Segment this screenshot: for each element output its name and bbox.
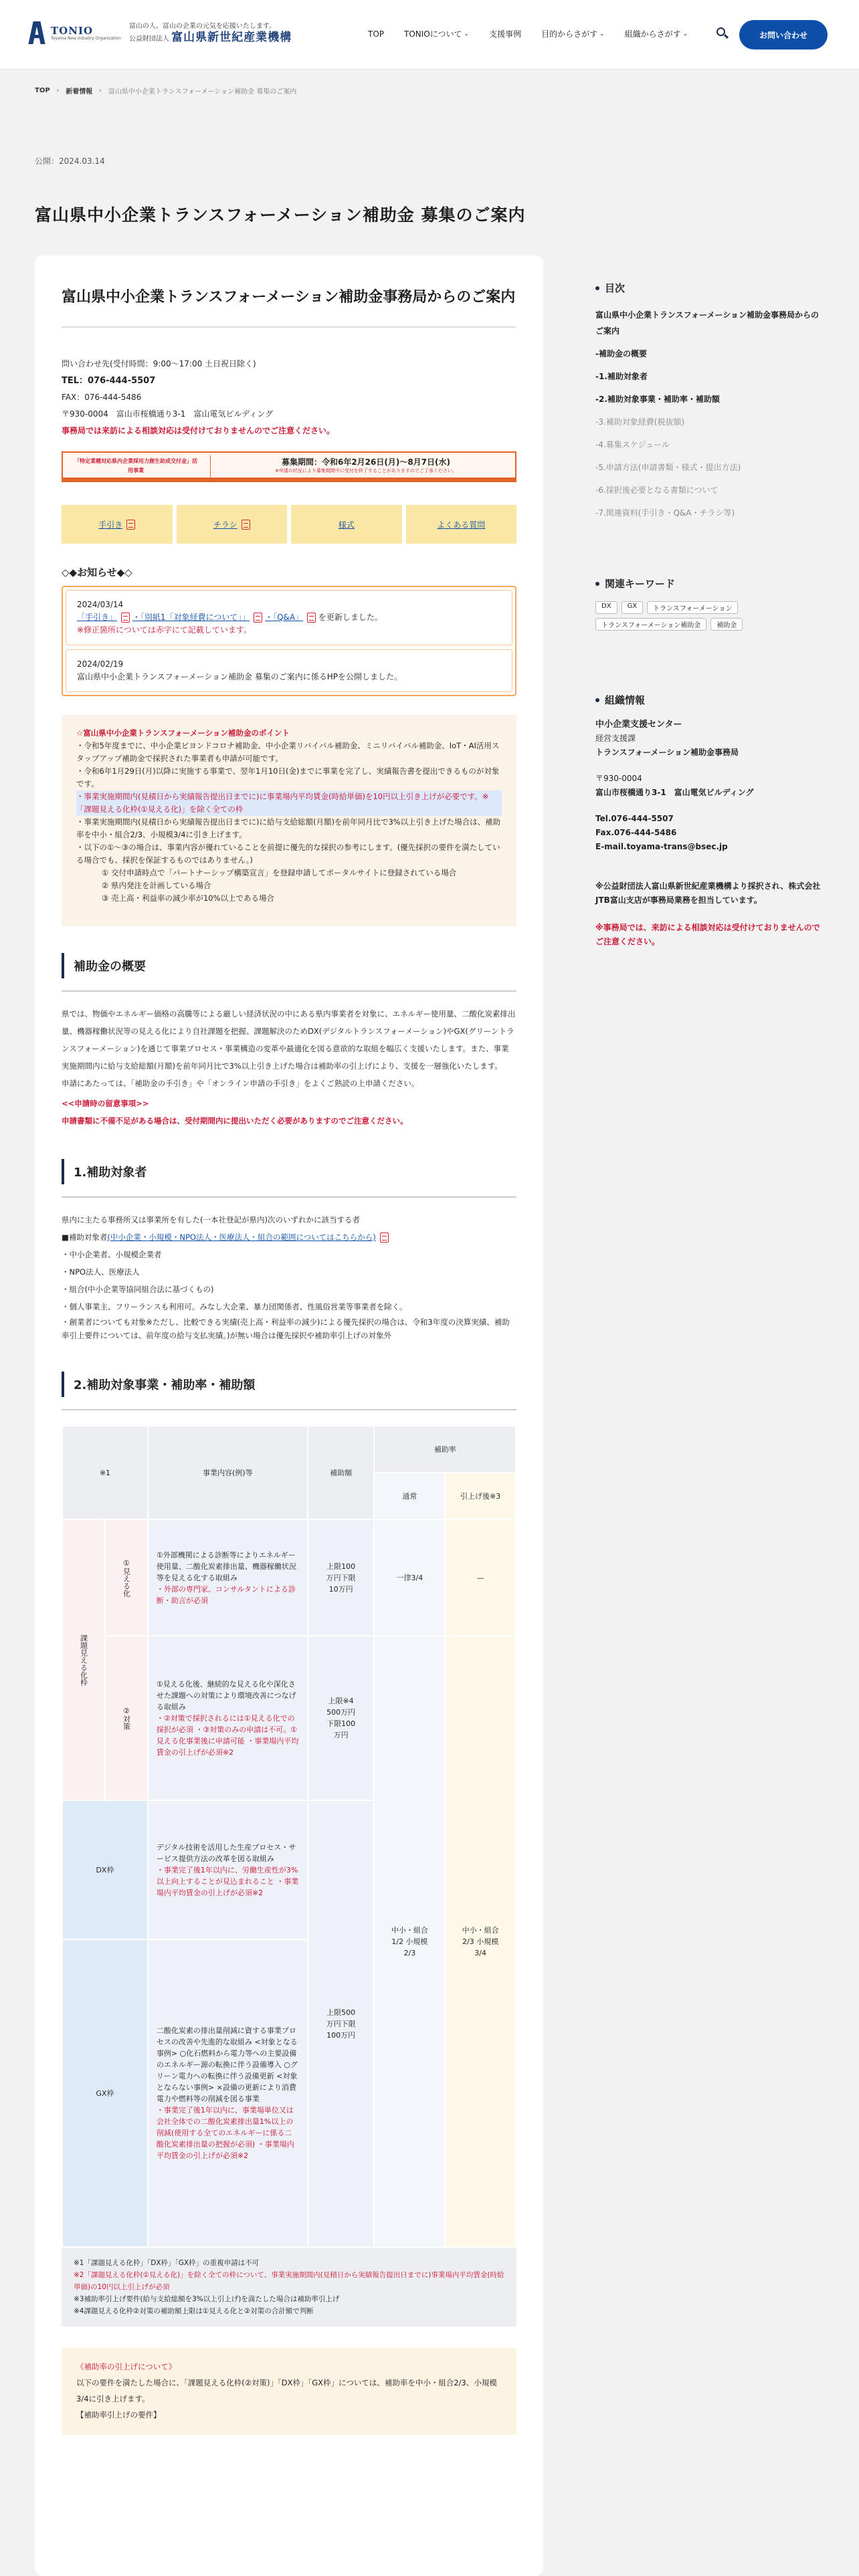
nav-cases[interactable]: 支援事例 (489, 29, 522, 39)
keyword-tag[interactable]: トランスフォーメーション補助金 (595, 618, 706, 631)
news-item: 2024/03/14 「手引き」 ・「別紙1「対象経費について」」 ・「Q&A」 を更新しました。 ※修正箇所については赤字にて記載しています。 (66, 590, 512, 645)
toc-item[interactable]: -5.申請方法(申請書類・様式・提出方法) (595, 463, 741, 472)
toc-item[interactable]: -7.関連資料(手引き・Q&A・チラシ等) (595, 508, 735, 518)
pdf-icon (126, 520, 135, 530)
keywords-heading: 関連キーワード (605, 578, 676, 590)
news-list (62, 586, 516, 696)
nav-top[interactable]: TOP (368, 29, 385, 39)
flyer-button[interactable]: チラシ (177, 505, 288, 544)
site-header (0, 0, 859, 70)
grant-table: ※1 事業内容(例)等 補助額 補助率 通常 引上げ後※3 課題見える化枠 ①見える化 ①外部機関による診断等によりエネルギー使用量、二酸化炭素排出量、機器稼働状況等を見える化する取組み ・外部の専門家、コンサルタントによる診断・助言が必須 上限100万円下限10万円 一律3/4 — ②対策 ①見える化後、継続的な見える化や深化させた課題への対策により環境改善につなげる取組み ・②対策で採択されるには①見える化での採択が必須 ・③対策のみの申請は不可。①見える化事業後に申請可能 ・事業場内平均賃金の引上げが必須※2 上限※4 500万円下限100万円 中小・組合1/2 小規模2/3 中小・組合2/3 小規模3/4 DX枠 デジタル技術を活用した生産プロセス・サービス提供方法の改革を図る取組み ・事業完了後1年以内に、労働生産性が3%以上向上することが見込まれること ・事業場内平均賃金の引上げが必須※2 上限500万円下限100万円 GX枠 二酸化炭素の排出量削減に資する事業プロセスの改善や先進的な取組み <対象となる事例> ○化石燃料から電力等への主要設備のエネルギー源の転換に伴う設備導入 ○グリーン電力への転換に伴う設備更新 <対象とならない事例> ×設備の更新により消費電力や燃料等の削減を図る事業 ・事業完了後1年以内に、事業場単位又は会社全体での二酸化炭素排出量1%以上の削減(使用する全てのエネルギーに係る二酸化炭素排出量の把握が必須) ・事業場内平均賃金の引上げが必須※2 (62, 1425, 516, 2248)
toc-panel (595, 281, 826, 521)
overview-text: 県では、物価やエネルギー価格の高騰等による厳しい経済状況の中にある県内事業者を対象に、エネルギー使用量、二酸化炭素排出量、機器稼働状況等の見える化により自社課題を把握、課題解決のためDX(デジタルトランスフォーメーション)やGX(グリーントランスフォーメーション)を通じて事業プロセス・事業構造の変革や最適化を図る意欲的な取組を幅広く支援いたします。また、事業実施期間内に給与支給総額(月額)を前年同月比で3%以上引き上げた場合は補助率の引上げにより、支援を一層強化いたします。 申請にあたっては、「補助金の手引き」や「オンライン申請の手引き」をよくご熟読の上申請ください。 <<申請時の留意事項>> 申請書類に不備不足がある場合は、受付期間内に提出いただく必要がありますのでご注意ください。 (62, 1009, 516, 1125)
news-link-appendix[interactable]: ・「別紙1「対象経費について」」 (132, 613, 250, 622)
page-title: 富山県中小企業トランスフォーメーション補助金 募集のご案内 (35, 205, 526, 225)
toc-item[interactable]: -6.採択後必要となる書類について (595, 486, 719, 495)
section-grants-heading: 2.補助対象事業・補助率・補助額 (62, 1372, 516, 1397)
logo-word: TONIO (51, 25, 94, 37)
target-text: 県内に主たる事務所又は事業所を有した(一本社登記が県内)次のいずれかに該当する者 ■補助対象者(中小企業・小規模・NPO法人・医療法人・組合の範囲についてはこちらから) ・中小企業者、小規模企業者 ・NPO法人、医療法人 ・組合(中小企業等協同組合法に基づくもの) ・個人事業主、フリーランスも利用可。みなし大企業、暴力団関係者、性風俗営業等事業者を除く。 ・創業者についても対象※ただし、比較できる実績(売上高・利益率の減少)による優先採択の場合は、令和3年度の決算実績、補助率引上要件については、前年度の給与支払実績。)が無い場合は優先採択や補助率引上げの対象外 (62, 1215, 510, 1340)
chevron-right-icon: › (56, 87, 60, 94)
pdf-icon (380, 1232, 389, 1243)
org-prefix: 公益財団法人 (128, 35, 169, 43)
news-link-guide[interactable]: 「手引き」 (77, 613, 118, 622)
tagline: 富山の人、富山の企業の元気を応援いたします。 (128, 22, 276, 30)
contact-tel: TEL：076-444-5507 (62, 376, 156, 386)
site-logo[interactable] (29, 20, 292, 47)
nav-about[interactable]: TONIOについて ⌄ (404, 29, 470, 39)
table-row: DX枠 デジタル技術を活用した生産プロセス・サービス提供方法の改革を図る取組み ・事業完了後1年以内に、労働生産性が3%以上向上することが見込まれること ・事業場内平均賃金の引上げが必須※2 上限500万円下限100万円 (62, 1800, 516, 1939)
contact-notice: 事務局では来訪による相談対応は受付けておりませんのでご注意ください。 (62, 426, 335, 435)
toc-item[interactable]: -4.募集スケジュール (595, 440, 670, 449)
pdf-icon (121, 613, 130, 623)
toc-item[interactable]: 富山県中小企業トランスフォーメーション補助金事務局からのご案内 (595, 310, 819, 336)
org-panel (595, 693, 826, 949)
nav-purpose[interactable]: 目的からさがす ⌄ (541, 29, 605, 39)
target-scope-link[interactable]: (中小企業・小規模・NPO法人・医療法人・組合の範囲についてはこちらから) (107, 1232, 376, 1242)
breadcrumb (35, 86, 296, 96)
logo-mark-icon (29, 20, 45, 47)
points-box: ☆富山県中小企業トランスフォーメーション補助金のポイント ・令和5年度までに、中小企業ビヨンドコロナ補助金、中小企業リバイバル補助金、ミニリバイバル補助金、IoT・AI活用スタップアップ補助金で採択された事業者も申請が可能です。 ・令和6年1月29日(月)以降に実施する事業で、翌年1月10日(金)までに事業を完了し、実績報告書を提出できるものが対象です。 ・事業実施期間内(見積日から実績報告提出日までに)に事業場内平均賃金(時給単価)を10円以上引き上げが必要です。※「課題見える化枠(①見える化)」を除く全ての枠 ・事業実施期間内(見積日から実績報告提出日までに)に給与支給総額(月額)を前年同月比で3%以上引き上げた場合は、補助率を中小・組合2/3、小規模3/4に引き上げます。 ・以下の①〜③の場合は、事業内容が優れていることを前提に優先的な採択の参考にします。(優先採択の要件を満たしている場合でも、採択を保証するものではありません。) ① 交付申請時点で「パートナーシップ構築宣言」を登録申請してポータルサイトに登録されている場合 ② 県内発注を計画している場合 ③ 売上高・利益率の減少率が10%以上である場合 (62, 715, 516, 926)
table-row: 課題見える化枠 ①見える化 ①外部機関による診断等によりエネルギー使用量、二酸化炭素排出量、機器稼働状況等を見える化する取組み ・外部の専門家、コンサルタントによる診断・助言が必須 上限100万円下限10万円 一律3/4 — (62, 1519, 516, 1636)
toc-heading: 目次 (605, 282, 626, 294)
article-heading: 富山県中小企業トランスフォーメーション補助金事務局からのご案内 (62, 285, 516, 328)
bullet-icon (595, 286, 599, 290)
org-email-link[interactable]: E-mail.toyama-trans@bsec.jp (595, 842, 728, 851)
rate-raise-box: 《補助率の引上げについて》 以下の要件を満たした場合に、「課題見える化枠(②対策)」「DX枠」「GX枠」については、補助率を中小・組合2/3、小規模3/4に引き上げます。 【補助率引上げの要件】 (62, 2348, 516, 2435)
keyword-tags (595, 601, 826, 631)
keywords-panel (595, 576, 826, 631)
toc-list (595, 307, 826, 521)
table-row: GX枠 二酸化炭素の排出量削減に資する事業プロセスの改善や先進的な取組み <対象となる事例> ○化石燃料から電力等への主要設備のエネルギー源の転換に伴う設備導入 ○グリーン電力への転換に伴う設備更新 <対象とならない事例> ×設備の更新により消費電力や燃料等の削減を図る事業 ・事業完了後1年以内に、事業場単位又は会社全体での二酸化炭素排出量1%以上の削減(使用する全てのエネルギーに係る二酸化炭素排出量の把握が必須) ・事業場内平均賃金の引上げが必須※2 (62, 1939, 516, 2247)
org-info: 中小企業支援センター 経営支援課 トランスフォーメーション補助金事務局 〒930-0004 富山市桜橋通り3-1 富山電気ビルディング Tel.076-444-5507 Fax.076-444-5486 E-mail.toyama-trans@bsec.jp ※公益財団法人富山県新世紀産業機構より採択され、株式会社JTB富山支店が事務局業務を担当しています。 ※事務局では、来訪による相談対応は受付けておりませんのでご注意ください。 (595, 718, 826, 949)
news-item: 2024/02/19 富山県中小企業トランスフォーメーション補助金 募集のご案内に係るHPを公開しました。 (66, 649, 512, 692)
toc-item[interactable]: -1.補助対象者 (595, 372, 648, 381)
pdf-icon (242, 520, 250, 530)
contact-fax: FAX：076-444-5486 (62, 393, 142, 402)
forms-button[interactable]: 様式 (291, 505, 402, 544)
breadcrumb-news[interactable]: 新着情報 (66, 88, 93, 96)
toc-item[interactable]: -2.補助対象事業・補助率・補助額 (595, 395, 720, 404)
logo-sub: Toyama New Industry Organization (51, 36, 121, 41)
breadcrumb-top[interactable]: TOP (35, 87, 50, 94)
keyword-tag[interactable]: DX (595, 601, 617, 614)
keyword-tag[interactable]: トランスフォーメーション (647, 601, 738, 614)
table-row: ②対策 ①見える化後、継続的な見える化や深化させた課題への対策により環境改善につなげる取組み ・②対策で採択されるには①見える化での採択が必須 ・③対策のみの申請は不可。①見える化事業後に申請可能 ・事業場内平均賃金の引上げが必須※2 上限※4 500万円下限100万円 中小・組合1/2 小規模2/3 中小・組合2/3 小規模3/4 (62, 1636, 516, 1800)
nav-organization[interactable]: 組織からさがす ⌄ (624, 29, 688, 39)
search-icon[interactable] (716, 27, 729, 40)
document-buttons (62, 505, 516, 544)
contact-button[interactable]: お問い合わせ (739, 20, 828, 49)
section-overview-heading: 補助金の概要 (62, 953, 516, 978)
bullet-icon (595, 698, 599, 702)
period-banner: 「特定業種対応県内企業採用力創生助成交付金」活用事業 募集期間：令和6年2月26日(月)〜8月7日(水) ※申請の状況により募集期間中に受付を終了することがありますのでご了承ください。 (62, 451, 516, 482)
breadcrumb-current: 富山県中小企業トランスフォーメーション補助金 募集のご案内 (108, 88, 297, 96)
bullet-icon (595, 582, 599, 586)
pdf-icon (254, 613, 262, 623)
org-name: 富山県新世紀産業機構 (171, 30, 292, 44)
news-heading: ◇◆お知らせ◆◇ (62, 566, 132, 578)
org-heading: 組織情報 (605, 694, 646, 706)
global-nav (368, 28, 708, 39)
contact-info: 問い合わせ先(受付時間：9:00〜17:00 土日祝日除く) TEL：076-444-5507 FAX：076-444-5486 〒930-0004 富山市桜橋通り3-1 富山電気ビルディング 事務局では来訪による相談対応は受付けておりませんのでご注意ください。 (62, 356, 516, 439)
toc-item[interactable]: -補助金の概要 (595, 349, 647, 358)
keyword-tag[interactable]: 補助金 (710, 618, 743, 631)
faq-button[interactable]: よくある質問 (406, 505, 517, 544)
toc-item[interactable]: -3.補助対象経費(税抜額) (595, 417, 685, 427)
chevron-right-icon: › (99, 87, 102, 94)
guide-button[interactable]: 手引き (62, 505, 173, 544)
application-period: 募集期間：令和6年2月26日(月)〜8月7日(水) (281, 457, 451, 467)
news-link-qa[interactable]: ・「Q&A」 (265, 613, 304, 622)
pdf-icon (307, 613, 316, 623)
keyword-tag[interactable]: GX (622, 601, 644, 614)
main-article (35, 255, 543, 2576)
contact-address: 〒930-0004 富山市桜橋通り3-1 富山電気ビルディング (62, 409, 274, 419)
chevron-down-icon: ⌄ (599, 30, 605, 37)
publish-date: 公開：2024.03.14 (35, 156, 105, 166)
section-target-heading: 1.補助対象者 (62, 1159, 516, 1184)
table-notes: ※1「課題見える化枠」「DX枠」「GX枠」の重複申請は不可 ※2「課題見える化枠(①見える化)」を除く全ての枠について、事業実施期間内(見積日から実績報告提出日までに)事業場内平均賃金(時給単価)の10円以上引上げが必須 ※3補助率引上げ要件(給与支給総額を3%以上引上げ)を満たした場合は補助率引上げ ※4課題見える化枠②対策の補助額上限は①見える化と②対策の合計額で判断 (62, 2248, 516, 2327)
chevron-down-icon: ⌄ (464, 30, 470, 37)
chevron-down-icon: ⌄ (682, 30, 688, 37)
